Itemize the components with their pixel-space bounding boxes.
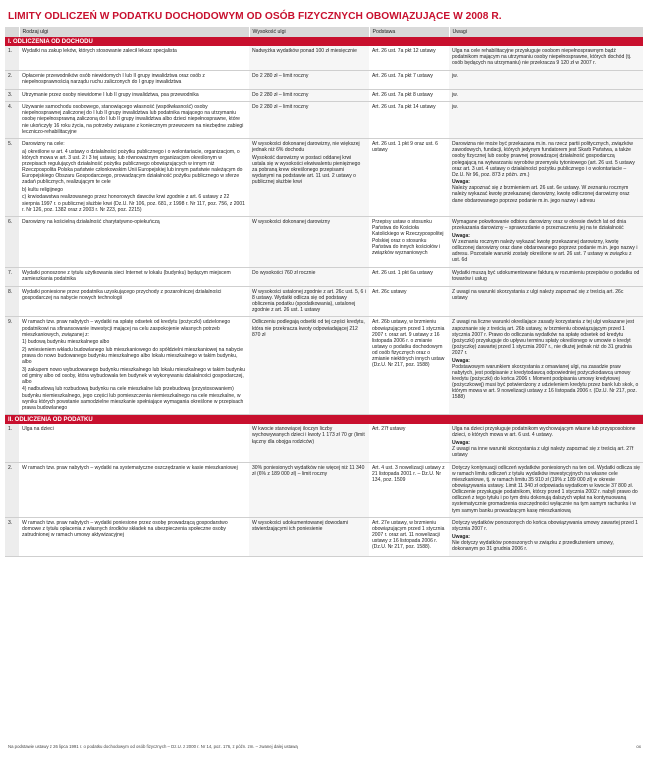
basis-cell-text: Art. 26c ustawy (372, 288, 407, 295)
type-cell-text: Wydatki ponoszone z tytułu użytkowania sieci Internet w lokalu (budynku) będącym miejscem zamieszkania podatnika (22, 269, 231, 282)
amount-cell-text: W wysokości dokonanej darowizny (252, 219, 330, 226)
basis-cell (369, 317, 449, 415)
type-cell (19, 139, 249, 217)
header-amount: Wysokość ulgi (249, 27, 369, 37)
amount-cell-text: W wysokości ustalonej zgodnie z art. 26c ust. 5, 6 i 8 ustawy. Wydatki odlicza się od podstawy obliczenia podatku (spodatkowania), ustalonej zgodnie z art. 26 ust. 1 ustawy (252, 288, 366, 313)
table-row (5, 217, 643, 268)
type-cell-text: W ramach tzw. praw nabytych – wydatki poniesione przez osobę prowadzącą gospodarstwo domowe z tytułu opłacenia z własnych środków składek na ubezpieczenia społeczne osoby zatrudnionej w ramach umowy aktywizacyjnej (22, 520, 228, 539)
type-cell-text: b) kultu religijnego (22, 186, 63, 193)
basis-cell-text: Art. 26 ust. 1 pkt 9 oraz ust. 6 ustawy (372, 141, 438, 154)
notes-cell-text: Uwaga: (452, 440, 470, 447)
amount-cell (249, 102, 369, 139)
type-cell-text: Używanie samochodu osobowego, stanowiącego własność (współwłasność) osoby niepełnosprawnej zaliczonej do I lub II grupy inwalidztwa lub podatnika mającego na utrzymaniu osobę niepełnosprawną zaliczoną do I lub II grupy inwalidztwa albo dzieci niepełnosprawne, które nie ukończyły 16 roku życia, na potrzeby związane z koniecznym przewozem na niezbędne zabiegi leczniczo-rehabilitacyjne (22, 104, 244, 135)
amount-cell-text: W wysokości dokonanej darowizny, nie większej jednak niż 6% dochodu (252, 141, 360, 154)
type-cell-text: Wydatki na zakup leków, których stosowanie zalecił lekarz specjalista (22, 48, 177, 55)
row-number: 1. (5, 424, 19, 462)
amount-cell-text: Wysokość darowizny w postaci oddanej krwi ustala się w wysokości ekwiwalentu pieniężnego za pobraną krew określonego przepisami wydanymi na podstawie art. 11 ust. 2 ustawy o publicznej służbie krwi (252, 154, 361, 186)
type-cell (19, 46, 249, 70)
amount-cell (249, 217, 369, 268)
row-number: 5. (5, 139, 19, 217)
notes-cell (449, 70, 643, 89)
row-number: 3. (5, 89, 19, 102)
type-cell-text: Utrzymanie przez osoby niewidome I lub II grupy inwalidztwa, psa przewodnika (22, 91, 199, 98)
notes-cell-text: Uwaga: (452, 232, 470, 239)
basis-cell (369, 89, 449, 102)
notes-cell-text: Należy zapoznać się z brzmieniem art. 26 ust. 6e ustawy. W zeznaniu rocznym należy wykazać kwotę przekazanej darowizny, kwotę odliczonej darowizny oraz dane obdarowanego poprzez podanie m.in. jego nazwy i adresu (452, 185, 630, 204)
basis-cell (369, 267, 449, 286)
table-row (5, 89, 643, 102)
notes-cell-text: Uwaga: (452, 533, 470, 540)
basis-cell-text: Art. 26 ust. 7a pkt 14 ustawy (372, 104, 436, 111)
basis-cell-text: Art. 26 ust. 1 pkt 6a ustawy (372, 269, 433, 276)
notes-cell (449, 102, 643, 139)
amount-cell (249, 46, 369, 70)
basis-cell (369, 518, 449, 556)
notes-cell-text: Dotyczy wydatków ponoszonych do końca obowiązywania umowy zawartej przed 1 stycznia 2007 r. (452, 520, 638, 533)
type-cell-text: Darowizny na cele: (22, 141, 65, 148)
basis-cell (369, 217, 449, 268)
table-row (5, 518, 643, 556)
table-row (5, 286, 643, 317)
basis-cell-text: Art. 27f ustawy (372, 426, 406, 433)
type-cell (19, 217, 249, 268)
type-cell-text: 1) budową budynku mieszkalnego albo (22, 339, 110, 346)
notes-cell (449, 317, 643, 415)
type-cell-text: c) krwiodawstwa realizowanego przez honorowych dawców krwi zgodnie z art. 6 ustawy z 22 sierpnia 1997 r. o publicznej służbie krwi (Dz.U. Nr 106, poz. 681, z 1998 r. Nr 117, poz. 756, z 2001 r. Nr 126, poz. 1382 oraz z 2003 r. Nr 223, poz. 2215) (22, 194, 245, 213)
basis-cell (369, 424, 449, 462)
amount-cell (249, 518, 369, 556)
amount-cell-text: Odliczeniu podlegają odsetki od tej części kredytu, która nie przekracza kwoty odpowiadającej 212 870 zł (252, 319, 365, 338)
type-cell-text: Opłacenie przewodników osób niewidomych I lub II grupy inwalidztwa oraz osób z niepełnosprawnością narządu ruchu zaliczonych do I grupy inwalidztwa (22, 72, 205, 86)
type-cell (19, 424, 249, 462)
type-cell-text: W ramach tzw. praw nabytych – wydatki na systematyczne oszczędzanie w kasie mieszkaniowej (22, 464, 238, 471)
page-title: LIMITY ODLICZEŃ W PODATKU DOCHODOWYM OD OSÓB FIZYCZNYCH OBOWIĄZUJĄCE W 2008 R. (8, 11, 502, 22)
notes-cell (449, 89, 643, 102)
table-row (5, 102, 643, 139)
amount-cell-text: W wysokości udokumentowanej dowodami stwierdzającymi ich poniesienie (252, 520, 348, 533)
amount-cell (249, 424, 369, 462)
amount-cell (249, 139, 369, 217)
basis-cell (369, 462, 449, 517)
notes-cell-text: Wydatki muszą być udokumentowane fakturą w rozumieniu przepisów o podatku od towarów i usług (452, 269, 640, 282)
type-cell-text: Darowizny na kościelną działalność charytatywno-opiekuńczą (22, 219, 160, 226)
notes-cell-text: jw. (452, 91, 458, 98)
type-cell (19, 70, 249, 89)
notes-cell (449, 217, 643, 268)
notes-cell (449, 286, 643, 317)
table-row (5, 46, 643, 70)
type-cell-text: 2) wniesieniem wkładu budowlanego lub mieszkaniowego do spółdzielni mieszkaniowej na nabycie prawa do nowo budowanego budynku mieszkalnego albo lokalu mieszkalnego w takim budynku, albo (22, 346, 244, 366)
header-basis: Podstawa (369, 27, 449, 37)
row-number: 7. (5, 267, 19, 286)
notes-cell-text: Ulga na dzieci przysługuje podatnikom wychowującym własne lub przysposobione dzieci, o których mowa w art. 6 ust. 4 ustawy. (452, 426, 636, 439)
basis-cell-text: Art. 26 ust. 7a pkt 7 ustawy (372, 72, 433, 79)
type-cell (19, 462, 249, 517)
table-row (5, 267, 643, 286)
notes-cell (449, 424, 643, 462)
notes-cell-text: Wymagane pokwitowanie odbioru darowizny oraz w okresie dwóch lat od dnia przekazania darowizny – sprawozdanie o przeznaczeniu jej na te działalność (452, 219, 627, 232)
notes-cell-text: Ulga na cele rehabilitacyjne przysługuje osobom niepełnosprawnym bądź podatnikom mającym na utrzymaniu osoby niepełnosprawne, których dochód (tj. osób będących na utrzymaniu) nie przekracza 9 120 zł w 2007 r. (452, 48, 632, 67)
amount-cell (249, 89, 369, 102)
amount-cell (249, 286, 369, 317)
basis-cell (369, 102, 449, 139)
notes-cell-text: Z uwagi na liczne warunki określające zasady korzystania z tej ulgi wskazane jest zapoznanie się z treścią art. 26b ustawy, w brzmieniu obowiązującym przed 1 stycznia 2007 r. Prawo do odliczania wydatków na spłatę odsetek od kredytu (pożyczki) przysługuje do upływu terminu spłaty określonego w umowie o kredyt (pożyczkę) zawartej przed 1 stycznia 2007 r., nie dłużej jednak niż do 31 grudnia 2027 r. (452, 319, 635, 356)
basis-cell-text: Przepisy ustaw o stosunku Państwa do Kościoła Katolickiego w Rzeczypospolitej Polskiej oraz o stosunku Państwa do innych kościołów i związków wyznaniowych (372, 219, 444, 256)
header-notes: Uwagi (449, 27, 643, 37)
row-number: 2. (5, 462, 19, 517)
amount-cell (249, 462, 369, 517)
page-number: ox (636, 744, 641, 749)
notes-cell-text: Dotyczy kontynuacji odliczeń wydatków poniesionych na ten cel. Wydatki odlicza się w ramach limitu odliczeń z tytułu wydatków inwestycyjnych na własne cele mieszkaniowe, tj. w ramach limitu 35 910 zł (19% z 189 000 zł) w okresie obowiązywania ustawy. Limit 11 340 zł odpowiada wydatkom w kwocie 37 800 zł. Odliczenie przysługuje podatnikom, którzy przed 1 stycznia 2002 r. nabyli prawo do odliczeń z tego tytułu i po tym dniu dokonują dalszych wpłat na kontynuowaną systematycznie gromadzenia oszczędności wyłącznie na tym samym rachunku i w tym samym banku prowadzącym kasę mieszkaniową (452, 464, 640, 514)
type-cell (19, 317, 249, 415)
basis-cell-text: Art. 26b ustawy, w brzmieniu obowiązującym przed 1 stycznia 2007 r. oraz art. 9 ustawy z 16 listopada 2006 r. o zmianie ustawy o podatku dochodowym od osób fizycznych oraz o zmianie niektórych innych ustaw (Dz.U. Nr 217, poz. 1588) (372, 319, 445, 369)
amount-cell (249, 267, 369, 286)
section-label: II. ODLICZENIA OD PODATKU (5, 415, 643, 425)
notes-cell-text: Podstawowym warunkiem skorzystania z omawianej ulgi, na zasadzie praw nabytych, jest podpisanie z kredytodawcą odpowiedniej pożyczkodawcą umowy kredytu (pożyczki) do końca 2006 r. Moment podpisania umowy kredytowej (pożyczkowej) musi być potwierdzony z udzieleniem kredytu przez bank lub skok, o którym mowa w art. 9 nowelizacji ustawy z 16 listopada 2006 r. (Dz.U. Nr 217, poz. 1588) (452, 363, 639, 401)
type-cell (19, 89, 249, 102)
row-number: 1. (5, 46, 19, 70)
type-cell-text: 3) zakupem nowo wybudowanego budynku mieszkalnego lub lokalu mieszkalnego w takim budynku od gminy albo od osoby, która wybudowała ten budynek w wykonywaniu działalności gospodarczej, albo (22, 366, 246, 385)
section-label: I. ODLICZENIA OD DOCHODU (5, 37, 643, 46)
notes-cell-text: Z uwagi na warunki skorzystania z ulgi należy zapoznać się z treścią art. 26c ustawy (452, 288, 624, 301)
basis-cell (369, 139, 449, 217)
basis-cell (369, 286, 449, 317)
type-cell-text: W ramach tzw. praw nabytych – wydatki na spłatę odsetek od kredytu (pożyczki) udzielonego podatnikowi na sfinansowanie inwestycji mającej na celu zaspokojenie własnych potrzeb mieszkaniowych, związanej z: (22, 319, 231, 338)
table-row (5, 317, 643, 415)
row-number: 4. (5, 102, 19, 139)
type-cell-text: 4) nadbudową lub rozbudową budynku na cele mieszkalne lub przebudową (przystosowaniem) budynku niemieszkalnego, jego części lub pomieszczenia niemieszkalnego na cele mieszkalne, w wyniku których powstanie samodzielne mieszkanie spełniające wymagania określone w przepisach prawa budowlanego (22, 386, 244, 411)
row-number: 6. (5, 217, 19, 268)
amount-cell (249, 317, 369, 415)
table-body (5, 37, 643, 556)
type-cell-text: Wydatki poniesione przez podatnika uzyskującego przychody z pozarolniczej działalności gospodarczej na nabycie nowych technologii (22, 288, 222, 301)
section-header-row (5, 415, 643, 425)
amount-cell-text: Do 2 280 zł – limit roczny (252, 91, 309, 98)
basis-cell-text: Art. 26 ust. 7a pkt 8 ustawy (372, 91, 433, 98)
notes-cell (449, 267, 643, 286)
basis-cell-text: Art. 26 ust. 7a pkt 12 ustawy (372, 48, 436, 55)
header-number (5, 27, 19, 37)
basis-cell (369, 70, 449, 89)
table-header-row (5, 27, 643, 37)
basis-cell-text: Art. 27e ustawy, w brzmieniu obowiązującym przed 1 stycznia 2007 r. oraz art. 11 nowelizacji ustawy z 16 listopada 2006 r. (Dz.U. Nr 217, poz. 1588). (372, 520, 445, 551)
notes-cell (449, 518, 643, 556)
amount-cell-text: W kwocie stanowiącej iloczyn liczby wychowywanych dzieci i kwoty 1 173 zł 70 gr (limit łączny dla obojga rodziców) (252, 426, 365, 445)
notes-cell-text: Uwaga: (452, 179, 470, 186)
footer-note: Na podstawie ustawy z 26 lipca 1991 r. o podatku dochodowym od osób fizycznych – Dz.U. z 2000 r. Nr 14, poz. 176, z późn. zm. – zwanej dalej ustawą (8, 744, 298, 749)
type-cell (19, 286, 249, 317)
deductions-table (5, 27, 644, 557)
table-row (5, 424, 643, 462)
type-cell-text: Ulga na dzieci (22, 426, 54, 433)
notes-cell-text: Nie dotyczy wydatków ponoszonych w związku z przedłużeniem umowy, dokonanym po 31 grudnia 2006 r. (452, 539, 614, 552)
notes-cell (449, 139, 643, 217)
basis-cell-text: Art. 4 ust. 3 nowelizacji ustawy z 21 listopada 2001 r. – Dz.U. Nr 134, poz. 1509 (372, 464, 445, 484)
table-row (5, 139, 643, 217)
notes-cell-text: jw. (452, 72, 458, 79)
amount-cell-text: Nadwyżka wydatków ponad 100 zł miesięcznie (252, 48, 357, 55)
notes-cell-text: Darowizna nie może być przekazana m.in. na rzecz partii politycznych, związków zawodowych, fundacji, których jedynym fundatorem jest Skarb Państwa, a także osoby fizycznej lub osoby prawnej prowadzącej działalność gospodarczą polegającą na wytwarzaniu wyrobów przemysłu tytoniowego (art. 26 ust. 5 ustawy oraz art. 3 ust. 4 ustawy o działalności pożytku publicznego i o wolontariacie – Dz.U. Nr 96, poz. 873 z późn. zm.) (452, 141, 635, 178)
amount-cell-text: Do 2 280 zł – limit roczny (252, 72, 309, 79)
notes-cell-text: Z uwagi na inne warunki skorzystania z ulgi należy zapoznać się z treścią art. 27f ustawy (452, 446, 634, 459)
table-row (5, 70, 643, 89)
type-cell-text: a) określone w art. 4 ustawy o działalności pożytku publicznego i o wolontariacie, organizacjom, o których mowa w art. 3 ust. 2 i 3 tej ustawy, lub równoważnym organizacjom określonym w przepisach regulujących działalność pożytku publicznego obowiązujących w innym niż Rzeczpospolita Polska państwie członkowskim Unii Europejskiej lub innym państwie należącym do Europejskiego Obszaru Gospodarczego, prowadzącym działalność pożytku publicznego w sferze zadań publicznych, realizującym te cele (22, 148, 243, 186)
table-row (5, 462, 643, 517)
type-cell (19, 267, 249, 286)
row-number: 2. (5, 70, 19, 89)
amount-cell-text: Do 2 280 zł – limit roczny (252, 104, 309, 111)
notes-cell (449, 46, 643, 70)
row-number: 8. (5, 286, 19, 317)
header-type: Rodzaj ulgi (19, 27, 249, 37)
row-number: 3. (5, 518, 19, 556)
type-cell (19, 518, 249, 556)
notes-cell (449, 462, 643, 517)
notes-cell-text: W zeznaniu rocznym należy wykazać kwotę przekazanej darowizny, kwotę odliczonej darowizny oraz dane obdarowanego poprzez podanie m.in. jego nazwy i adresu. Pozostałe warunki zostały określone w art. 26 ust. 7 ustawy w związku z ust. 6d (452, 239, 638, 264)
amount-cell (249, 70, 369, 89)
type-cell (19, 102, 249, 139)
notes-cell-text: jw. (452, 104, 458, 111)
notes-cell-text: Uwaga: (452, 357, 470, 364)
row-number: 9. (5, 317, 19, 415)
basis-cell (369, 46, 449, 70)
amount-cell-text: 30% poniesionych wydatków nie więcej niż 11 340 zł (6% z 189 000 zł) – limit roczny (252, 464, 365, 477)
amount-cell-text: Do wysokości 760 zł rocznie (252, 269, 316, 276)
section-header-row (5, 37, 643, 46)
